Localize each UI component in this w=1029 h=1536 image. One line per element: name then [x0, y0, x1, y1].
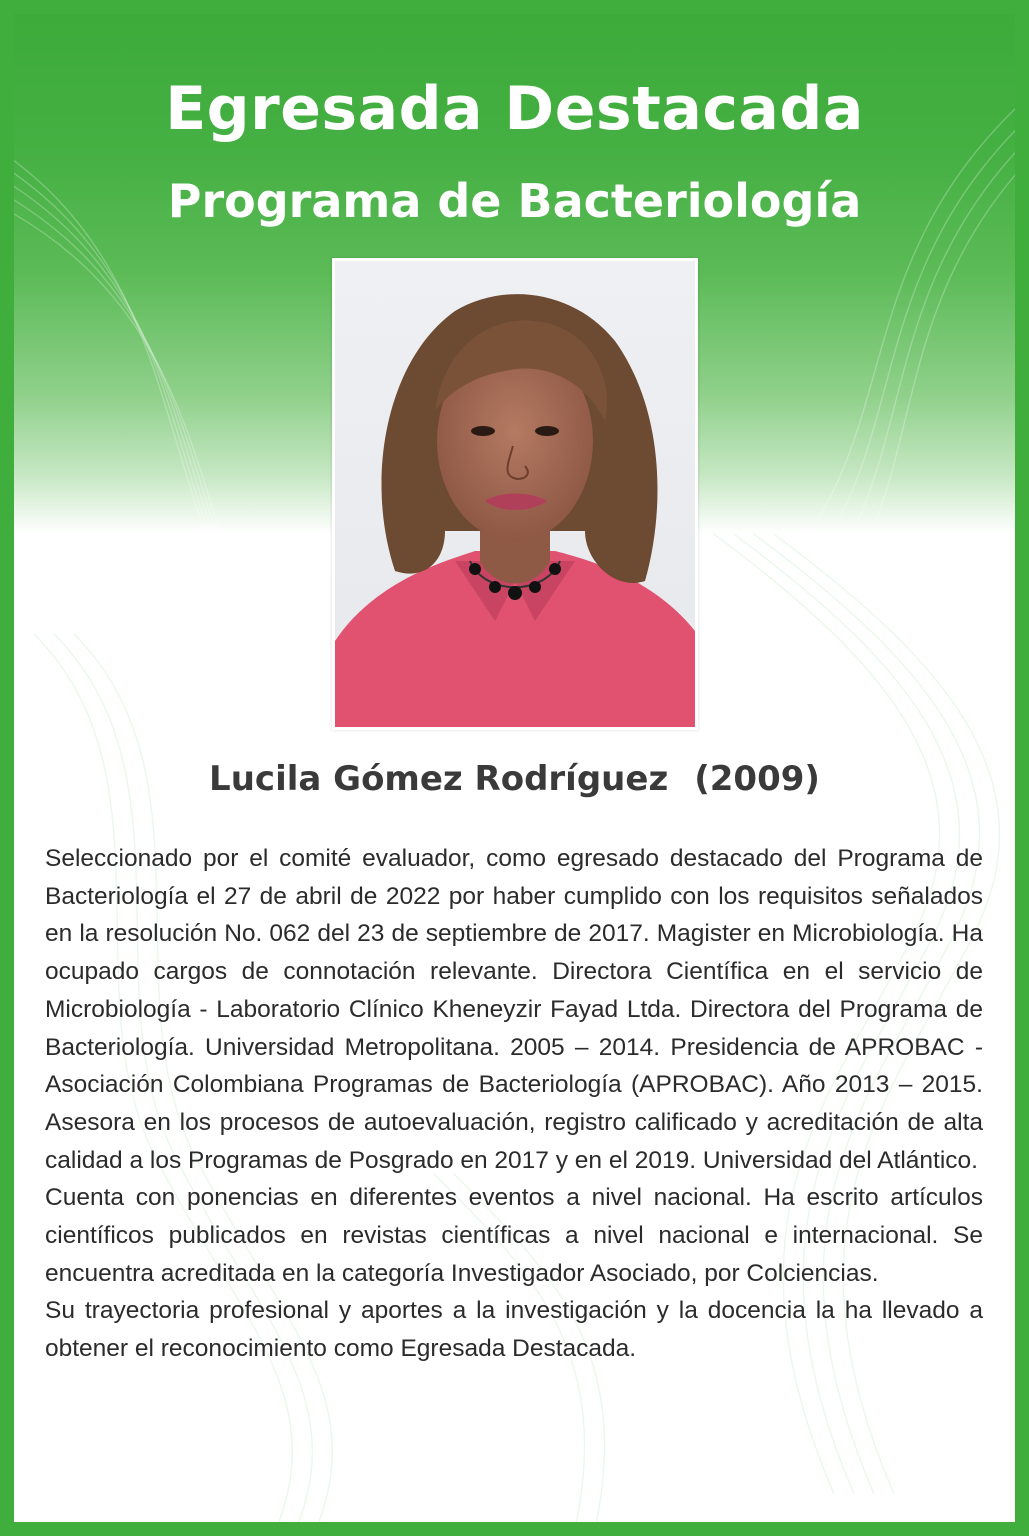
portrait-frame — [332, 258, 698, 730]
bio-paragraph: Su trayectoria profesional y aportes a la investigación y la docencia la ha llevado a obtener el reconocimiento como Egresada Destacada. — [45, 1297, 983, 1363]
graduation-year: (2009) — [694, 759, 820, 799]
bio-paragraph: Cuenta con ponencias en diferentes eventos a nivel nacional. Ha escrito artículos científicos publicados en revistas científicas a nivel nacional e internacional. Se encuentra acreditada en la categoría Investigador Asociado, por Colciencias. — [45, 1184, 983, 1287]
person-name-line — [14, 759, 1015, 799]
biography — [45, 840, 983, 1368]
poster-subtitle: Programa de Bacteriología — [167, 174, 862, 228]
poster-title: Egresada Destacada — [165, 74, 864, 144]
bio-paragraph: Seleccionado por el comité evaluador, como egresado destacado del Programa de Bacteriología el 27 de abril de 2022 por haber cumplido con los requisitos señalados en la resolución No. 062 del 23 de septiembre de 2017. Magister en Microbiología. Ha ocupado cargos de connotación relevante. Directora Científica en el servicio de Microbiología - Laboratorio Clínico Kheneyzir Fayad Ltda. Directora del Programa de Bacteriología. Universidad Metropolitana. 2005 – 2014. Presidencia de APROBAC - Asociación Colombiana Programas de Bacteriología (APROBAC). Año 2013 – 2015. Asesora en los procesos de autoevaluación, registro calificado y acreditación de alta calidad a los Programas de Posgrado en 2017 y en el 2019. Universidad del Atlántico. — [45, 845, 983, 1174]
person-name: Lucila Gómez Rodríguez — [209, 759, 669, 799]
portrait-photo — [335, 261, 695, 727]
